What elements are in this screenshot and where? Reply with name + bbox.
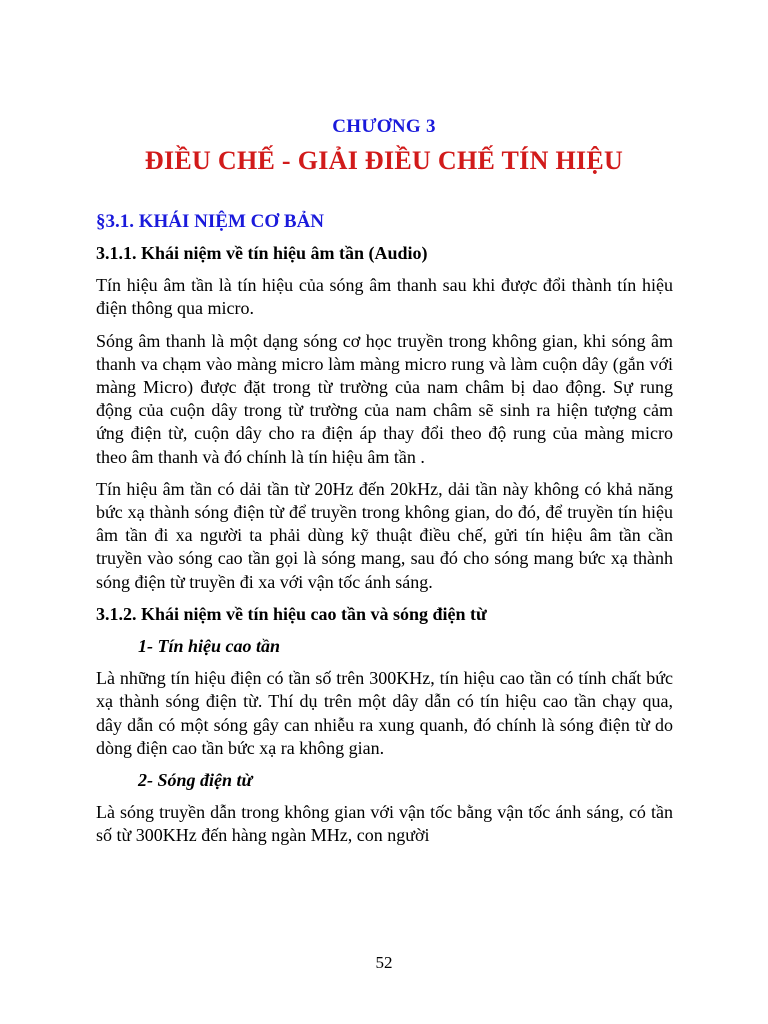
item-1-heading: 1- Tín hiệu cao tần <box>138 636 281 657</box>
page-number: 52 <box>375 953 393 972</box>
paragraph: Tín hiệu âm tần có dải tần từ 20Hz đến 20kHz, dải tần này không có khả năng bức xạ thành sóng điện từ để truyền trong không gian, do đó, để truyền tín hiệu âm tần đi xa người ta phải dùng kỹ thuật điều chế, gửi tín hiệu âm tần cần truyền vào sóng cao tần gọi là sóng mang, sau đó cho sóng mang bức xạ thành sóng điện từ truyền đi xa với vận tốc ánh sáng. <box>96 478 673 592</box>
body-content <box>96 242 673 857</box>
paragraph: Là những tín hiệu điện có tần số trên 300KHz, tín hiệu cao tần có tính chất bức xạ thành sóng điện từ. Thí dụ trên một dây dẫn có tín hiệu cao tần chạy qua, dây dẫn có một sóng gây can nhiễu ra xung quanh, đó chính là sóng điện từ do dòng điện cao tần bức xạ ra không gian. <box>96 668 673 758</box>
chapter-title: ĐIỀU CHẾ - GIẢI ĐIỀU CHẾ TÍN HIỆU <box>144 146 624 175</box>
subsection-2-heading: 3.1.2. Khái niệm về tín hiệu cao tần và sóng điện từ <box>96 603 487 624</box>
chapter-label: CHƯƠNG 3 <box>332 116 436 137</box>
subsection-1-heading: 3.1.1. Khái niệm về tín hiệu âm tần (Audio) <box>96 243 428 263</box>
paragraph: Tín hiệu âm tần là tín hiệu của sóng âm thanh sau khi được đổi thành tín hiệu điện thông qua micro. <box>96 275 673 319</box>
section-heading: §3.1. KHÁI NIỆM CƠ BẢN <box>96 211 325 232</box>
paragraph: Là sóng truyền dẫn trong không gian với vận tốc bằng vận tốc ánh sáng, có tần số từ 300KHz đến hàng ngàn MHz, con người <box>96 802 673 846</box>
paragraph: Sóng âm thanh là một dạng sóng cơ học truyền trong không gian, khi sóng âm thanh va chạm vào màng micro làm màng micro rung và làm cuộn dây (gắn với màng Micro) được đặt trong từ trường của nam châm bị dao động. Sự rung động của cuộn dây trong từ trường của nam châm sẽ sinh ra hiện tượng cảm ứng điện từ, cuộn dây cho ra điện áp thay đổi theo độ rung của màng micro theo âm thanh và đó chính là tín hiệu âm tần . <box>96 330 673 467</box>
item-2-heading: 2- Sóng điện từ <box>138 770 253 791</box>
